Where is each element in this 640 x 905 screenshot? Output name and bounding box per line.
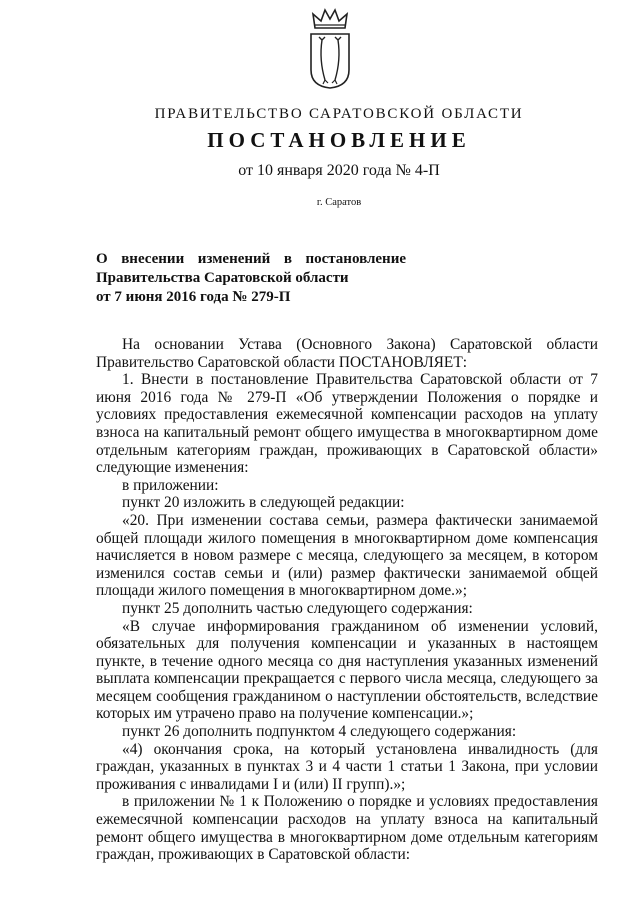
body-paragraph: пункт 26 дополнить подпунктом 4 следующего содержания: — [122, 723, 517, 741]
subject-line: О внесении изменений в постановление — [96, 251, 406, 267]
body-paragraph: 1. Внести в постановление Правительства Саратовской области от 7 июня 2016 года № 279-П «Об утверждении Положения о порядке и условиях предоставления ежемесячной компенсации расходов на уплату взноса на капитальный ремонт общего имущества в многоквартирном доме отдельным категориям граждан, проживающих в Саратовской области» следующие изменения: — [96, 371, 598, 477]
body-paragraph: На основании Устава (Основного Закона) Саратовской области Правительство Саратовской области ПОСТАНОВЛЯЕТ: — [96, 336, 598, 371]
subject-line: от 7 июня 2016 года № 279-П — [96, 289, 291, 305]
body-paragraph: «В случае информирования гражданином об изменении условий, обязательных для получения компенсации и указанных в настоящем пункте, в течение одного месяца со дня наступления указанных изменений выплата компенсации прекращается с первого числа месяца, следующего за месяцем сообщения гражданином о наступлении обстоятельств, вследствие которых им утрачено право на получение компенсации.»; — [96, 617, 598, 723]
government-name: ПРАВИТЕЛЬСТВО САРАТОВСКОЙ ОБЛАСТИ — [154, 106, 524, 122]
document-body — [96, 336, 598, 864]
body-paragraph: в приложении: — [122, 476, 219, 494]
subject-line: Правительства Саратовской области — [96, 270, 349, 286]
body-paragraph: «20. При изменении состава семьи, размера фактически занимаемой общей площади жилого помещения в многоквартирном доме компенсация начисляется в новом размере с месяца, следующего за месяцем, в котором изменился состав семьи и (или) размер фактически занимаемой общей площади жилого помещения в многоквартирном доме.»; — [96, 511, 598, 600]
city-name: г. Саратов — [316, 197, 362, 208]
document-type-title: ПОСТАНОВЛЕНИЕ — [207, 128, 471, 152]
resolution-subject — [96, 250, 406, 307]
body-paragraph: пункт 25 дополнить частью следующего содержания: — [122, 599, 473, 617]
coat-of-arms-icon — [305, 8, 355, 90]
body-paragraph: в приложении № 1 к Положению о порядке и условиях предоставления ежемесячной компенсации расходов на уплату взноса на капитальный ремонт общего имущества в многоквартирном доме отдельным категориям граждан, проживающих в Саратовской области: — [96, 793, 598, 864]
body-paragraph: «4) окончания срока, на который установлена инвалидность (для граждан, указанных в пунктах 3 и 4 части 1 статьи 1 Закона, при условии проживания с инвалидами I и (или) II групп).»; — [96, 740, 598, 793]
body-paragraph: пункт 20 изложить в следующей редакции: — [122, 494, 405, 512]
date-and-number: от 10 января 2020 года № 4-П — [238, 162, 440, 179]
